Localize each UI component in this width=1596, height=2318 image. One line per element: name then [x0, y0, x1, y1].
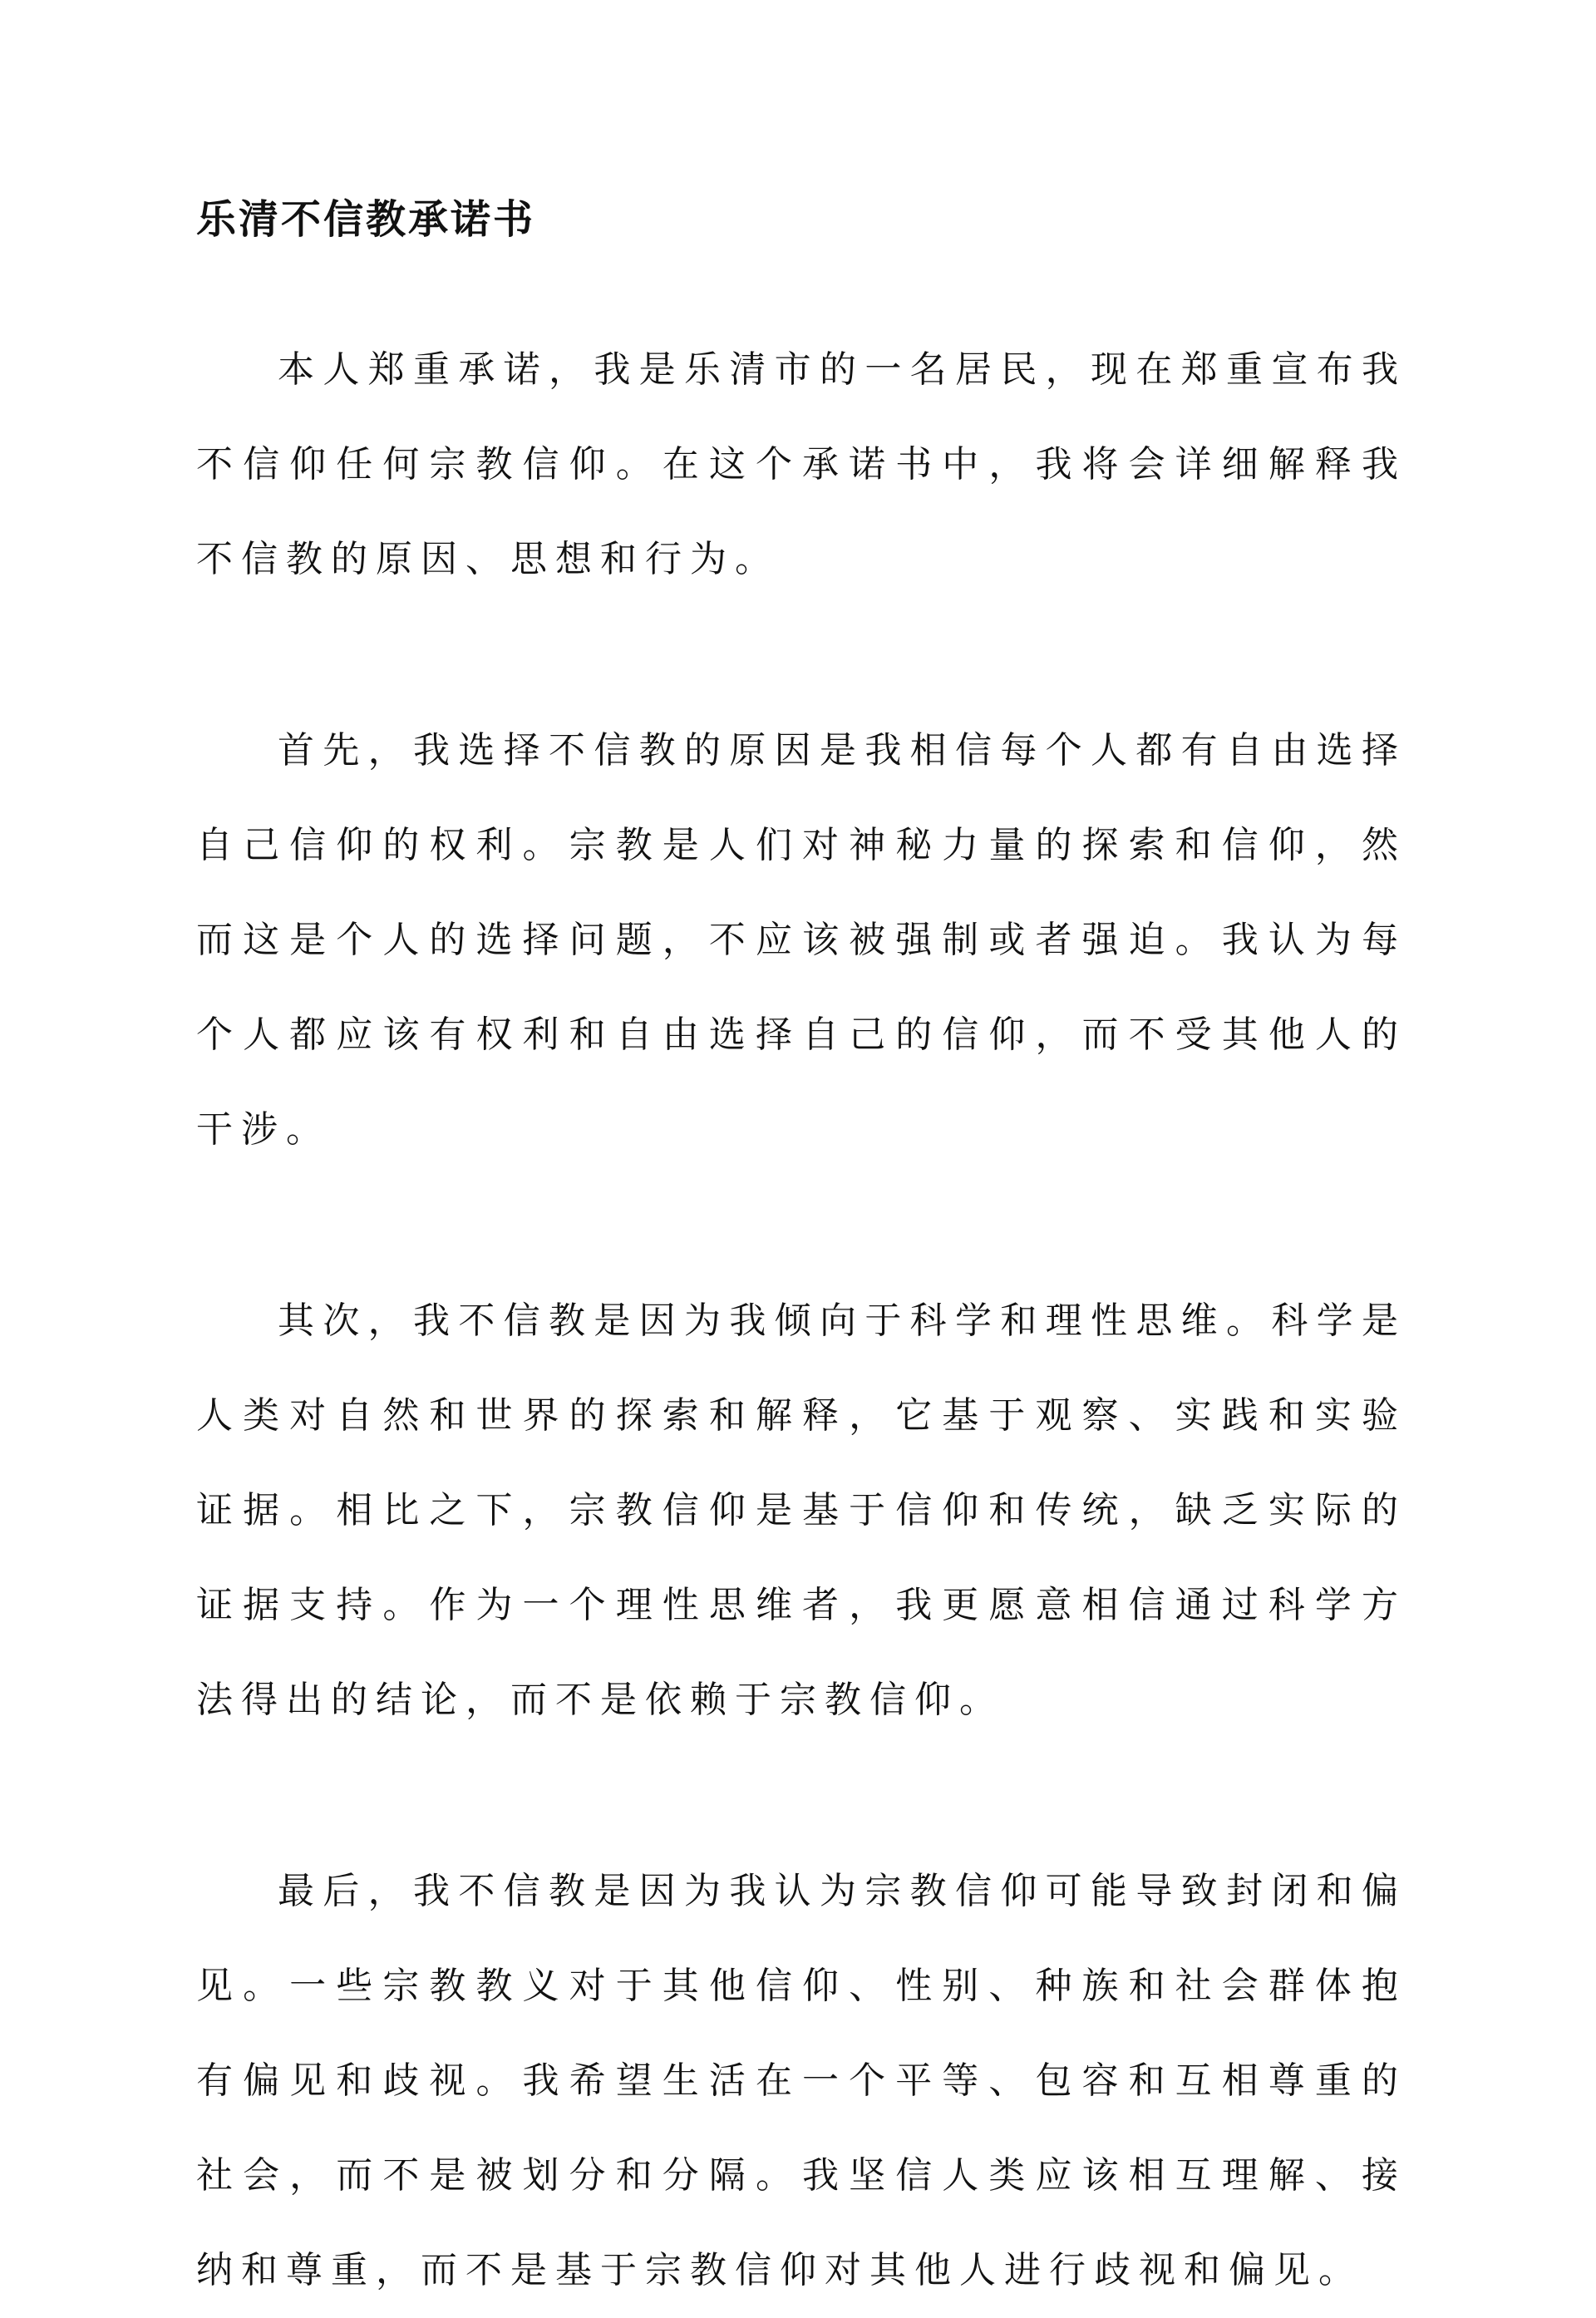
paragraph-second-reason: 其次，我不信教是因为我倾向于科学和理性思维。科学是人类对自然和世界的探索和解释，它基于观察、实践和实验证据。相比之下，宗教信仰是基于信仰和传统，缺乏实际的证据支持。作为一个理性思维者，我更愿意相信通过科学方法得出的结论，而不是依赖于宗教信仰。: [196, 1300, 1406, 1721]
paragraph-first-reason: 首先，我选择不信教的原因是我相信每个人都有自由选择自己信仰的权利。宗教是人们对神秘力量的探索和信仰，然而这是个人的选择问题，不应该被强制或者强迫。我认为每个人都应该有权利和自由选择自己的信仰，而不受其他人的干涉。: [196, 729, 1406, 1151]
document-title: 乐清不信教承诺书: [196, 196, 536, 243]
document-body: [196, 323, 1406, 2318]
paragraph-final-reason: 最后，我不信教是因为我认为宗教信仰可能导致封闭和偏见。一些宗教教义对于其他信仰、性别、种族和社会群体抱有偏见和歧视。我希望生活在一个平等、包容和互相尊重的社会，而不是被划分和分隔。我坚信人类应该相互理解、接纳和尊重，而不是基于宗教信仰对其他人进行歧视和偏见。: [196, 1870, 1406, 2291]
paragraph-intro: 本人郑重承诺，我是乐清市的一名居民，现在郑重宣布我不信仰任何宗教信仰。在这个承诺书中，我将会详细解释我不信教的原因、思想和行为。: [196, 348, 1406, 580]
